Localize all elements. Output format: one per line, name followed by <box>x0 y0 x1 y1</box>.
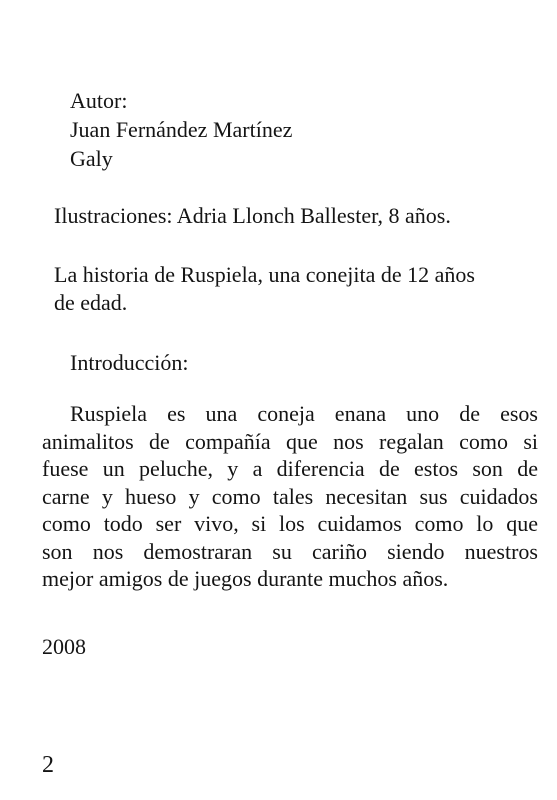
publication-year: 2008 <box>42 634 86 659</box>
page-number: 2 <box>42 752 54 778</box>
paragraph-line: fuese un peluche, y a diferencia de estos son de <box>42 456 538 481</box>
author-name: Juan Fernández Martínez <box>70 117 293 142</box>
author-label: Autor: <box>70 88 128 113</box>
paragraph-line: animalitos de compañía que nos regalan como si <box>42 428 538 454</box>
illustrations-credit: Ilustraciones: Adria Llonch Ballester, 8 años. <box>54 203 451 228</box>
paragraph-line: carne y hueso y como tales necesitan sus cuidados <box>42 483 538 509</box>
summary-line-2: de edad. <box>54 290 128 315</box>
paragraph-line: Ruspiela es una coneja enana uno de esos <box>70 401 538 426</box>
introduction-paragraph <box>42 400 538 593</box>
summary-line-1: La historia de Ruspiela, una conejita de 12 años <box>54 262 475 287</box>
paragraph-line: mejor amigos de juegos durante muchos años. <box>42 566 449 591</box>
introduction-heading: Introducción: <box>70 350 189 375</box>
paragraph-line: son nos demostraran su cariño siendo nuestros <box>42 538 538 564</box>
author-alias: Galy <box>70 146 113 171</box>
paragraph-line: como todo ser vivo, si los cuidamos como lo que <box>42 511 538 536</box>
